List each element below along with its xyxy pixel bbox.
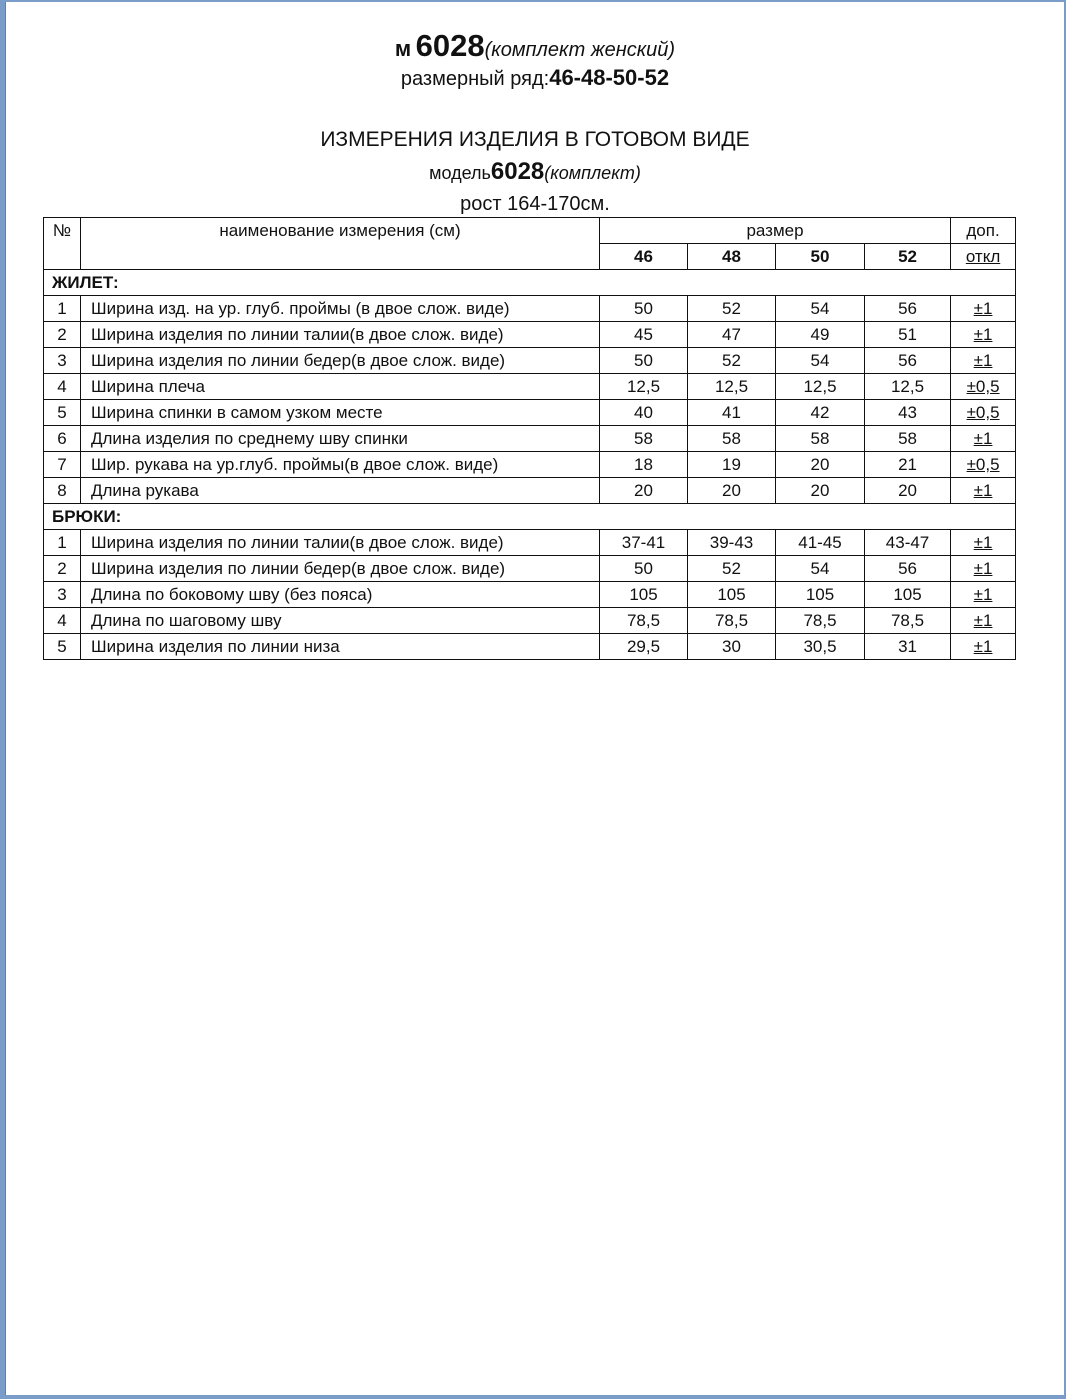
- tolerance-value: ±1: [951, 634, 1016, 660]
- measurement-name: Ширина изделия по линии талии(в двое слож. виде): [81, 322, 600, 348]
- measurement-value: 21: [865, 452, 951, 478]
- tolerance-value: ±1: [951, 296, 1016, 322]
- size-header: 46: [600, 244, 688, 270]
- row-number: 2: [44, 556, 81, 582]
- measurement-name: Ширина изделия по линии бедер(в двое слож. виде): [81, 348, 600, 374]
- measurement-value: 78,5: [865, 608, 951, 634]
- row-number: 4: [44, 374, 81, 400]
- table-row: [44, 322, 1016, 348]
- measurement-value: 20: [776, 452, 865, 478]
- table-row: [44, 582, 1016, 608]
- measurement-value: 30: [688, 634, 776, 660]
- row-number: 1: [44, 296, 81, 322]
- measurement-value: 78,5: [688, 608, 776, 634]
- model-subheading: [6, 158, 1064, 186]
- model-number: 6028: [415, 28, 485, 63]
- measurement-value: 105: [865, 582, 951, 608]
- row-number: 8: [44, 478, 81, 504]
- row-number: 2: [44, 322, 81, 348]
- model-description-secondary: (комплект): [544, 163, 641, 183]
- column-header-name: наименование измерения (см): [81, 218, 600, 270]
- measurement-value: 78,5: [600, 608, 688, 634]
- section-row: [44, 270, 1016, 296]
- table-row: [44, 374, 1016, 400]
- measurements-table: [43, 217, 1016, 660]
- measurement-value: 12,5: [776, 374, 865, 400]
- row-number: 4: [44, 608, 81, 634]
- measurement-value: 20: [776, 478, 865, 504]
- table-row: [44, 400, 1016, 426]
- measurement-name: Ширина изд. на ур. глуб. проймы (в двое слож. виде): [81, 296, 600, 322]
- measurement-value: 45: [600, 322, 688, 348]
- measurement-value: 29,5: [600, 634, 688, 660]
- measurement-value: 20: [688, 478, 776, 504]
- model-heading: [6, 28, 1064, 64]
- measurement-name: Ширина изделия по линии низа: [81, 634, 600, 660]
- measurement-name: Длина по шаговому шву: [81, 608, 600, 634]
- measurement-name: Длина по боковому шву (без пояса): [81, 582, 600, 608]
- tolerance-value: ±1: [951, 530, 1016, 556]
- measurement-value: 52: [688, 296, 776, 322]
- tolerance-value: ±1: [951, 348, 1016, 374]
- measurement-value: 58: [776, 426, 865, 452]
- measurement-name: Ширина плеча: [81, 374, 600, 400]
- measurement-value: 39-43: [688, 530, 776, 556]
- table-row: [44, 348, 1016, 374]
- measurement-name: Ширина изделия по линии талии(в двое слож. виде): [81, 530, 600, 556]
- model-description: (комплект женский): [484, 39, 676, 61]
- table-header-row: [44, 218, 1016, 244]
- section-title: ЖИЛЕТ:: [44, 270, 1016, 296]
- measurement-value: 50: [600, 556, 688, 582]
- measurements-table-body: [44, 218, 1016, 660]
- tolerance-value: ±1: [951, 556, 1016, 582]
- measurement-value: 105: [776, 582, 865, 608]
- measurement-name: Длина изделия по среднему шву спинки: [81, 426, 600, 452]
- column-header-tolerance: доп.: [951, 218, 1016, 244]
- measurement-value: 105: [688, 582, 776, 608]
- measurement-value: 58: [600, 426, 688, 452]
- tolerance-value: ±1: [951, 582, 1016, 608]
- measurement-value: 43: [865, 400, 951, 426]
- measurement-value: 19: [688, 452, 776, 478]
- column-header-size: размер: [600, 218, 951, 244]
- table-row: [44, 634, 1016, 660]
- size-header: 50: [776, 244, 865, 270]
- tolerance-value: ±0,5: [951, 374, 1016, 400]
- measurement-value: 52: [688, 348, 776, 374]
- measurement-value: 54: [776, 296, 865, 322]
- size-range-line: [6, 65, 1064, 91]
- row-number: 5: [44, 400, 81, 426]
- measurement-value: 47: [688, 322, 776, 348]
- measurement-value: 40: [600, 400, 688, 426]
- measurement-name: Длина рукава: [81, 478, 600, 504]
- table-row: [44, 426, 1016, 452]
- measurement-value: 37-41: [600, 530, 688, 556]
- measurement-value: 12,5: [688, 374, 776, 400]
- section-title: БРЮКИ:: [44, 504, 1016, 530]
- row-number: 1: [44, 530, 81, 556]
- table-row: [44, 478, 1016, 504]
- size-range-value: 46-48-50-52: [549, 65, 670, 90]
- size-header: 48: [688, 244, 776, 270]
- measurement-value: 78,5: [776, 608, 865, 634]
- measurement-value: 18: [600, 452, 688, 478]
- table-row: [44, 452, 1016, 478]
- measurement-value: 54: [776, 556, 865, 582]
- measurement-value: 12,5: [865, 374, 951, 400]
- measurement-value: 30,5: [776, 634, 865, 660]
- model-label: модель: [429, 163, 491, 183]
- measurement-value: 20: [865, 478, 951, 504]
- row-number: 3: [44, 582, 81, 608]
- measurement-value: 41-45: [776, 530, 865, 556]
- measurement-value: 50: [600, 348, 688, 374]
- section-row: [44, 504, 1016, 530]
- measurement-value: 52: [688, 556, 776, 582]
- row-number: 7: [44, 452, 81, 478]
- measurement-value: 105: [600, 582, 688, 608]
- measurement-value: 58: [865, 426, 951, 452]
- tolerance-value: ±0,5: [951, 400, 1016, 426]
- measurement-value: 54: [776, 348, 865, 374]
- table-row: [44, 530, 1016, 556]
- measurement-value: 20: [600, 478, 688, 504]
- document-title: ИЗМЕРЕНИЯ ИЗДЕЛИЯ В ГОТОВОМ ВИДЕ: [320, 128, 750, 151]
- measurement-value: 56: [865, 348, 951, 374]
- size-range-label: размерный ряд:: [400, 68, 550, 90]
- measurement-value: 56: [865, 296, 951, 322]
- tolerance-value: ±1: [951, 322, 1016, 348]
- measurement-value: 51: [865, 322, 951, 348]
- measurement-name: Ширина изделия по линии бедер(в двое слож. виде): [81, 556, 600, 582]
- model-number-secondary: 6028: [490, 158, 545, 185]
- measurement-name: Шир. рукава на ур.глуб. проймы(в двое слож. виде): [81, 452, 600, 478]
- measurement-value: 42: [776, 400, 865, 426]
- tolerance-value: ±1: [951, 426, 1016, 452]
- measurement-value: 56: [865, 556, 951, 582]
- measurement-value: 50: [600, 296, 688, 322]
- size-header: 52: [865, 244, 951, 270]
- measurement-value: 31: [865, 634, 951, 660]
- column-header-tolerance-abbrev: откл: [951, 244, 1016, 270]
- row-number: 3: [44, 348, 81, 374]
- measurement-value: 12,5: [600, 374, 688, 400]
- row-number: 5: [44, 634, 81, 660]
- table-row: [44, 296, 1016, 322]
- model-prefix: м: [394, 36, 412, 61]
- measurement-value: 49: [776, 322, 865, 348]
- column-header-number: №: [44, 218, 81, 270]
- row-number: 6: [44, 426, 81, 452]
- table-row: [44, 608, 1016, 634]
- table-row: [44, 556, 1016, 582]
- document-page: [5, 2, 1064, 1395]
- height-range: рост 164-170см.: [460, 193, 610, 215]
- measurement-value: 58: [688, 426, 776, 452]
- tolerance-value: ±1: [951, 478, 1016, 504]
- measurement-name: Ширина спинки в самом узком месте: [81, 400, 600, 426]
- measurement-value: 43-47: [865, 530, 951, 556]
- tolerance-value: ±0,5: [951, 452, 1016, 478]
- tolerance-value: ±1: [951, 608, 1016, 634]
- measurement-value: 41: [688, 400, 776, 426]
